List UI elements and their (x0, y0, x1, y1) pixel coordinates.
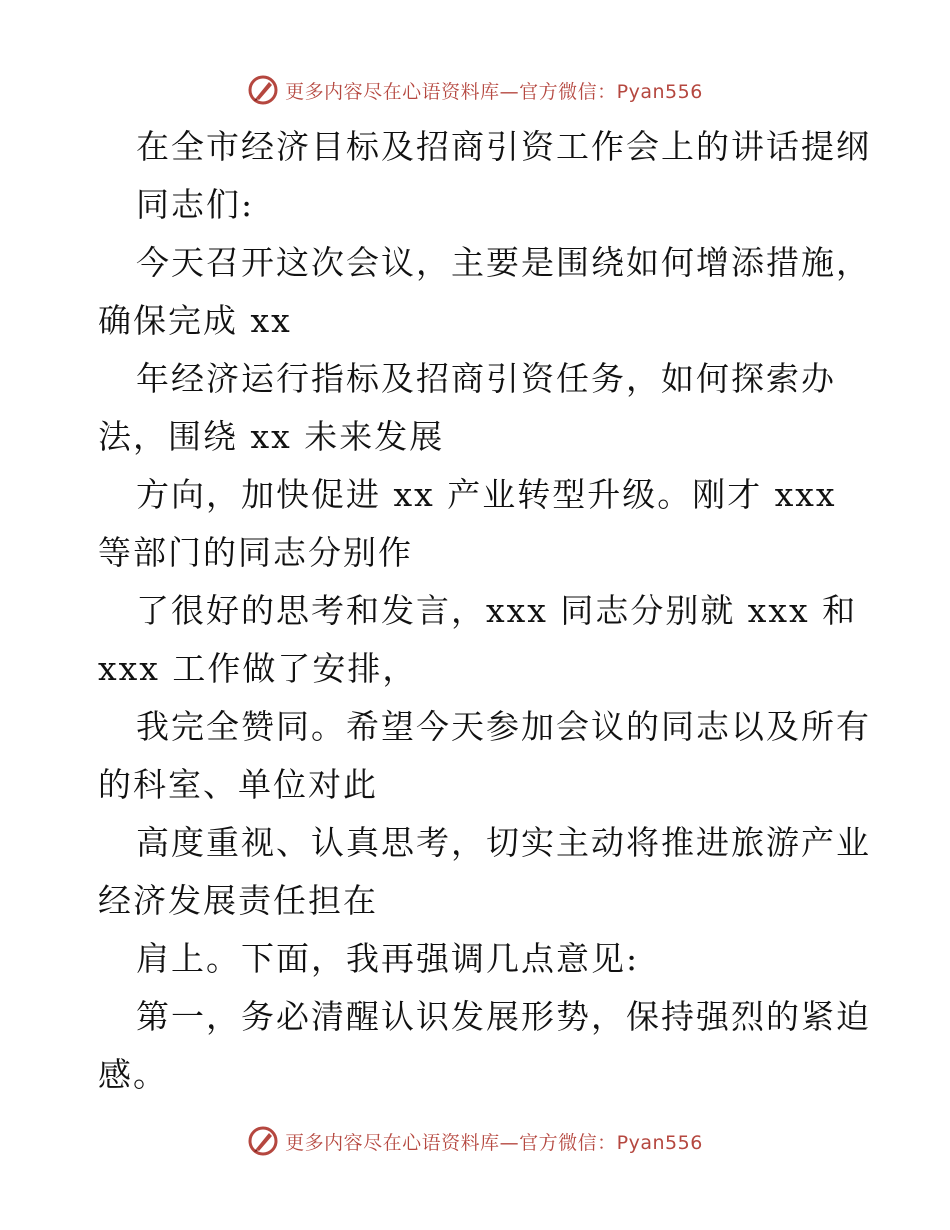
footer-banner (0, 1123, 950, 1159)
doc-line: 同志们: (136, 185, 255, 224)
doc-line: 年经济运行指标及招商引资任务，如何探索办 (136, 359, 836, 398)
doc-line: 的科室、单位对此 (98, 765, 378, 804)
doc-line: 方向，加快促进 xx 产业转型升级。刚才 xxx (136, 475, 837, 514)
doc-line: 第一，务必清醒认识发展形势，保持强烈的紧迫 (136, 997, 871, 1036)
header-banner (0, 72, 950, 108)
document-body (98, 118, 871, 1104)
doc-line: 感。 (98, 1055, 168, 1094)
doc-line: 肩上。下面，我再强调几点意见: (136, 939, 640, 978)
doc-line: 经济发展责任担在 (98, 881, 378, 920)
banner-text: 更多内容尽在心语资料库—官方微信：Pyan556 (285, 80, 703, 103)
banner-text: 更多内容尽在心语资料库—官方微信：Pyan556 (285, 1131, 703, 1154)
doc-line: 等部门的同志分别作 (98, 533, 413, 572)
quill-circle-icon (247, 74, 279, 106)
doc-line: xxx 工作做了安排， (98, 649, 418, 688)
doc-line: 法，围绕 xx 未来发展 (98, 417, 445, 456)
doc-line: 确保完成 xx (98, 301, 292, 340)
doc-line: 今天召开这次会议，主要是围绕如何增添措施， (136, 243, 871, 282)
quill-circle-icon (247, 1125, 279, 1157)
doc-line: 我完全赞同。希望今天参加会议的同志以及所有 (136, 707, 871, 746)
doc-line: 高度重视、认真思考，切实主动将推进旅游产业 (136, 823, 871, 862)
doc-line: 在全市经济目标及招商引资工作会上的讲话提纲 (136, 127, 871, 166)
doc-line: 了很好的思考和发言，xxx 同志分别就 xxx 和 (136, 591, 858, 630)
